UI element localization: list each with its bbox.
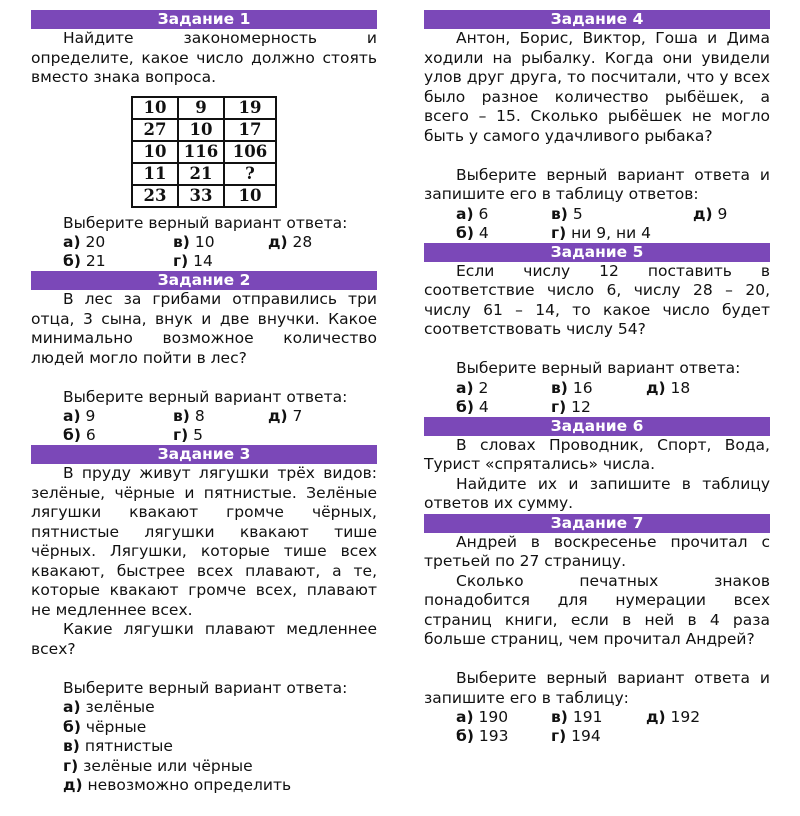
task2-options [63,407,377,445]
table-row [132,97,276,119]
task7-options [456,708,770,746]
table-cell: 17 [224,119,276,141]
table-cell: 11 [132,163,178,185]
task6-text2: Найдите их и запишите в таблицу ответов их сумму. [424,474,770,512]
table-row [132,119,276,141]
task4-prompt: Выберите верный вариант ответа и запишите его в таблицу ответов: [424,165,770,203]
table-row [132,141,276,163]
table-cell: 9 [178,97,224,119]
task7-option-a[interactable]: а) 190 [456,708,509,726]
task3-prompt: Выберите верный вариант ответа: [63,678,348,697]
task5-option-a[interactable]: а) 2 [456,378,489,397]
task6-text: В словах Проводник, Спорт, Вода, Турист «спрятались» числа. [424,435,770,473]
task4-option-d[interactable]: д) 9 [693,204,728,223]
task1-number-table [131,96,277,208]
task4-options [456,205,770,243]
table-cell: 10 [224,185,276,207]
task1-option-g[interactable]: г) 14 [173,252,213,270]
task2-prompt: Выберите верный вариант ответа: [63,387,348,406]
task3-option-g[interactable]: г) зелёные или чёрные [63,756,253,775]
task7-text2: Сколько печатных знаков понадобится для нумерации всех страниц книги, если в ней в 4 раза больше страниц, чем прочитал Андрей? [424,571,770,648]
task4-option-g[interactable]: г) ни 9, ни 4 [551,223,651,242]
table-cell: 21 [178,163,224,185]
task1-option-b[interactable]: б) 21 [63,252,106,270]
task3-option-a[interactable]: а) зелёные [63,698,155,716]
task2-header: Задание 2 [31,271,377,290]
task5-option-v[interactable]: в) 16 [551,378,593,397]
left-column [31,10,377,796]
task7-text: Андрей в воскресенье прочитал с третьей по 27 страницу. [424,532,770,570]
task7-prompt: Выберите верный вариант ответа и запишите его в таблицу: [424,669,770,707]
table-row [132,185,276,207]
task3-option-v[interactable]: в) пятнистые [63,737,173,755]
task5-header: Задание 5 [424,243,770,262]
table-cell: 106 [224,141,276,163]
task6-header: Задание 6 [424,417,770,436]
task1-options [63,233,377,271]
task5-prompt: Выберите верный вариант ответа: [456,359,741,377]
task1-prompt: Выберите верный вариант ответа: [63,213,348,232]
task4-option-b[interactable]: б) 4 [456,223,489,242]
table-cell: 116 [178,141,224,163]
task2-option-g[interactable]: г) 5 [173,426,203,444]
task2-option-d[interactable]: д) 7 [268,407,303,425]
task2-text: В лес за грибами отправились три отца, 3 сына, внук и две внучки. Какое минимально возможное количество людей могло пойти в лес? [31,290,377,367]
task3-option-b[interactable]: б) чёрные [63,717,147,736]
task4-option-v[interactable]: в) 5 [551,204,583,223]
task4-option-a[interactable]: а) 6 [456,204,489,223]
task5-option-g[interactable]: г) 12 [551,397,591,416]
task3-option-d[interactable]: д) невозможно определить [63,776,292,794]
task7-header: Задание 7 [424,514,770,533]
table-row [132,163,276,185]
table-cell-question: ? [224,163,276,185]
task1-option-v[interactable]: в) 10 [173,233,215,251]
task1-header: Задание 1 [31,10,377,29]
task5-text: Если числу 12 поставить в соответствие число 6, числу 28 – 20, числу 61 – 14, то какое число будет соответствовать числу 54? [424,261,770,338]
task7-option-v[interactable]: в) 191 [551,708,603,726]
task4-text: Антон, Борис, Виктор, Гоша и Дима ходили на рыбалку. Когда они увидели улов друг друга, то посчитали, что у всех было разное количество рыбёшек, а всего – 15. Сколько рыбёшек не могло быть у самого удачливого рыбака? [424,29,770,145]
task2-option-v[interactable]: в) 8 [173,407,205,425]
table-cell: 27 [132,119,178,141]
task7-option-b[interactable]: б) 193 [456,727,509,745]
task2-option-b[interactable]: б) 6 [63,426,96,444]
task7-option-g[interactable]: г) 194 [551,727,601,745]
task1-text: Найдите закономерность и определите, какое число должно стоять вместо знака вопроса. [31,29,377,86]
task3-options [63,698,377,796]
task5-options [456,379,770,417]
task5-option-d[interactable]: д) 18 [646,378,691,397]
right-column [424,10,770,746]
table-cell: 10 [178,119,224,141]
task3-question: Какие лягушки плавают медленнее всех? [31,620,377,658]
task5-option-b[interactable]: б) 4 [456,397,489,416]
task2-option-a[interactable]: а) 9 [63,407,96,425]
task3-text: В пруду живут лягушки трёх видов: зелёные, чёрные и пятнистые. Зелёные лягушки квакают громче чёрных, пятнистые лягушки квакают тише чёрных. Лягушки, которые тише всех квакают, быстрее всех плавают, а те, которые квакают громче всех, плавают не медленнее всех. [31,464,377,619]
table-cell: 33 [178,185,224,207]
task3-header: Задание 3 [31,445,377,464]
table-cell: 10 [132,97,178,119]
task1-option-d[interactable]: д) 28 [268,233,313,251]
task4-header: Задание 4 [424,10,770,29]
table-cell: 19 [224,97,276,119]
task1-option-a[interactable]: а) 20 [63,233,106,251]
table-cell: 10 [132,141,178,163]
task7-option-d[interactable]: д) 192 [646,708,701,726]
table-cell: 23 [132,185,178,207]
